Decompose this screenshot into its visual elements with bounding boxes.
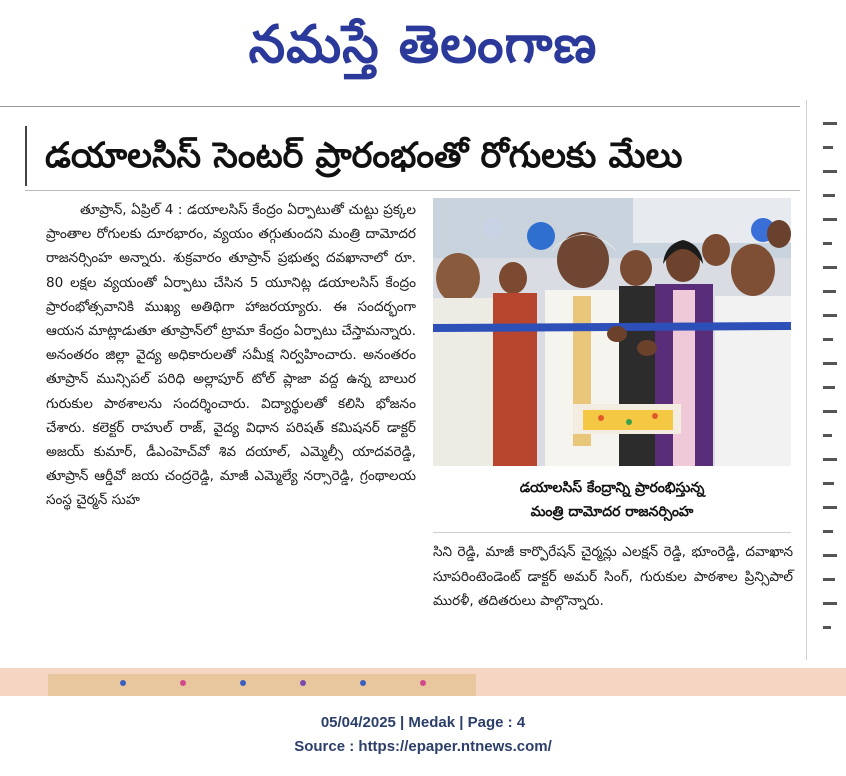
source-link[interactable]: Source : https://epaper.ntnews.com/	[294, 738, 552, 755]
page-footer	[0, 700, 846, 776]
article-body-right	[433, 540, 793, 614]
next-article-photo-strip	[0, 668, 846, 696]
photo-caption	[433, 476, 791, 524]
next-photo-thumbnail	[48, 674, 476, 696]
masthead-divider	[0, 106, 800, 107]
caption-line-1: డయాలసిస్ కేంద్రాన్ని ప్రారంభిస్తున్న	[519, 480, 705, 496]
newspaper-logo: నమస్తే తెలంగాణ	[248, 15, 598, 75]
news-photo	[433, 198, 791, 466]
edition-info: 05/04/2025 | Medak | Page : 4	[320, 714, 526, 731]
masthead	[0, 0, 846, 100]
caption-divider	[433, 532, 791, 533]
article-paragraph-continued: సిని రెడ్డి, మాజీ కార్పొరేషన్ చైర్మన్లు ఎలక్షన్ రెడ్డి, భూంరెడ్డి, దవాఖాన సూపరింటెండెంట్ డాక్టర్ అమర్ సింగ్, గురుకుల పాఠశాల ప్రిన్సిపాల్ మురళీ, తదితరులు పాల్గొన్నారు.	[433, 544, 793, 609]
caption-line-2: మంత్రి దామోదర రాజనర్సింహ	[530, 504, 694, 520]
ribbon-cutting-photo	[433, 198, 791, 466]
adjacent-column-strip	[806, 100, 846, 660]
article-body-left	[46, 198, 416, 513]
article-headline: డయాలసిస్ సెంటర్ ప్రారంభంతో రోగులకు మేలు	[25, 126, 800, 186]
headline-divider	[25, 190, 800, 191]
article-paragraph: తూప్రాన్, ఏప్రిల్ 4 : డయాలసిస్ కేంద్రం ఏర్పాటుతో చుట్టు ప్రక్కల ప్రాంతాల రోగులకు దూరభారం, వ్యయం తగ్గుతుందని మంత్రి దామోదర రాజనర్సింహ అన్నారు. శుక్రవారం తూప్రాన్ ప్రభుత్వ దవఖానాలో రూ. 80 లక్షల వ్యయంతో ఏర్పాటు చేసిన 5 యూనిట్ల డయాలసిస్ కేంద్రం ప్రారంభోత్సవానికి ముఖ్య అతిథిగా హాజరయ్యారు. ఈ సందర్భంగా ఆయన మాట్లాడుతూ తూప్రాన్‌లో ట్రామా కేంద్రం ఏర్పాటు చేస్తామన్నారు. అనంతరం జిల్లా వైద్య అధికారులతో సమీక్ష నిర్వహించారు. అనంతరం తూప్రాన్ మున్సిపల్ పరిధి అల్లాపూర్ టోల్ ప్లాజా వద్ద ఉన్న బాలుర గురుకుల పాఠశాలను సందర్శించారు. విద్యార్థులతో కలిసి భోజనం చేశారు. కలెక్టర్ రాహుల్ రాజ్, వైద్య విధాన పరిషత్ కమిషనర్ డాక్టర్ అజయ్ కుమార్, డీఎంహెచ్‌వో శివ దయాల్, ఎమ్మెల్సీ యాదవరెడ్డి, తూప్రాన్ ఆర్డీవో జయ చంద్రరెడ్డి, మాజీ ఎమ్మెల్యే నర్సారెడ్డి, గ్రంథాలయ సంస్థ చైర్మన్ సుహ	[46, 202, 416, 509]
